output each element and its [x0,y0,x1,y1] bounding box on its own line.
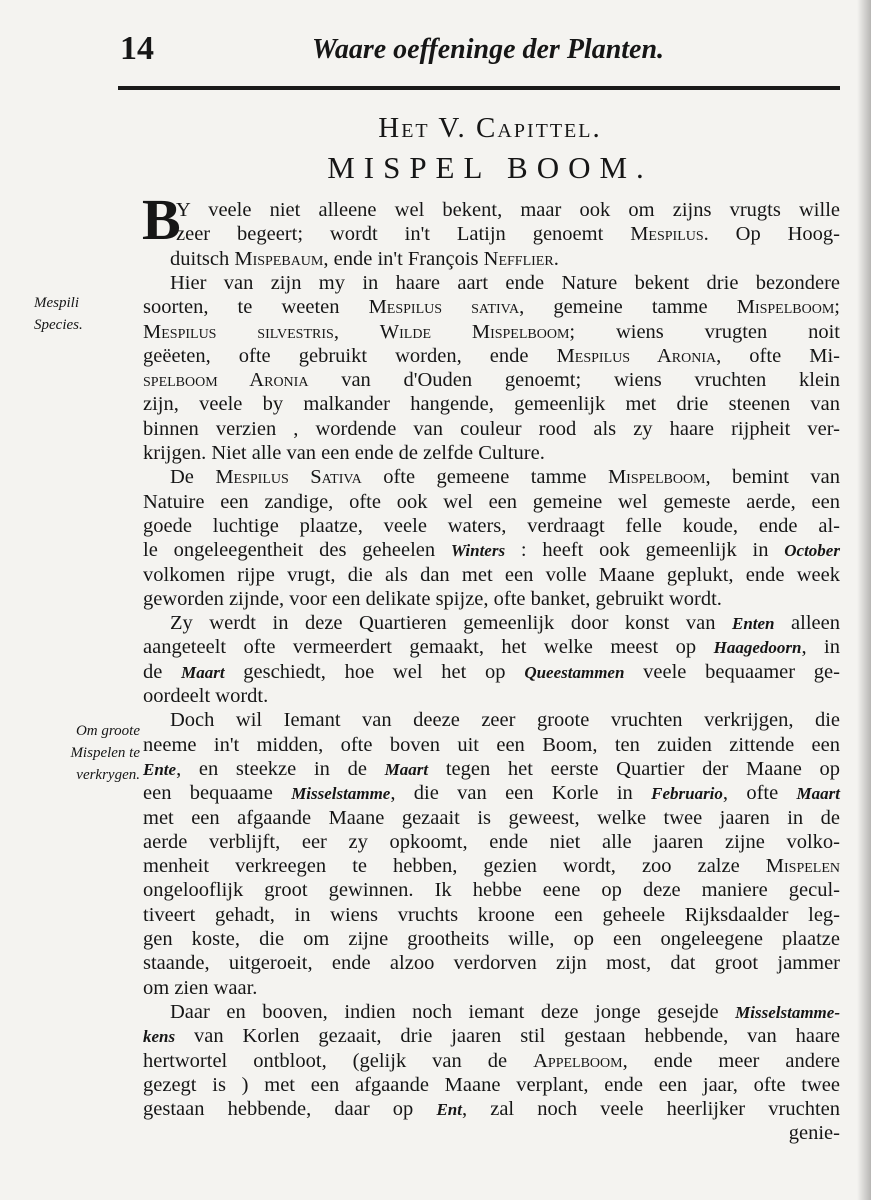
text-line [170,465,840,489]
text-run: Hier van zijn my in haare aart ende Nature bekent drie bezondere [170,271,840,294]
text-run: , ofte Mi- [716,344,840,367]
text-line [143,563,840,587]
text-run: ; [834,296,840,319]
text-line [143,320,840,344]
small-caps-term: spelboom Aronia [143,369,309,392]
text-run: gen koste, die om zijne grootheits wille, op een ongeleegene plaatze [143,928,840,950]
text-run: . [553,247,559,270]
text-line [170,271,840,295]
text-run: volkomen rijpe vrugt, die als dan met een volle Maane geplukt, ende week [143,563,840,586]
text-run: van d'Ouden genoemt; wiens vruchten klein [308,369,840,392]
text-line [170,708,840,732]
text-line [143,368,840,392]
margin-note: Mespili Species. [34,295,83,333]
text-line [170,1000,840,1024]
text-line [143,490,840,514]
text-run: krijgen. Niet alle van een ende de zelfde Culture. [143,442,545,464]
text-line [143,587,840,611]
italic-term: Maart [181,662,225,682]
text-run: staande, uitgeroeit, ende alzoo verdorven zijn most, dat groot jammer [143,952,840,975]
text-line [143,781,840,805]
text-line [143,830,840,854]
italic-term: October [784,541,840,561]
text-line [143,878,840,902]
italic-term: Ente [143,759,177,779]
text-line [143,392,840,416]
italic-term: Maart [384,759,429,779]
text-run: om zien waar. [143,976,258,999]
text-run: geëeten, ofte gebruikt worden, ende [143,344,557,367]
text-line [143,733,840,757]
chapter-label: Het V. Capittel. [378,112,602,144]
text-run: hertwortel ontbloot, (gelijk van de [143,1049,534,1072]
text-run: , ende meer andere [622,1049,840,1072]
text-run: duitsch [170,247,235,270]
text-run: Daar en booven, indien noch iemant deze jonge gesejde [170,1000,736,1023]
text-run: ; wiens vrugten noit [569,320,840,343]
italic-term: Enten [732,614,775,634]
text-run: menheit verkreegen te hebben, gezien wordt, zoo zalze [143,855,766,878]
italic-term: Ent [436,1100,462,1120]
text-run: veele bequaamer ge- [624,660,840,683]
text-line [143,684,840,708]
text-line [143,417,840,441]
text-line [143,441,840,465]
text-run: zijn, veele by malkander hangende, gemeenlijk met drie steenen van [143,393,840,416]
italic-term: Misselstamme [291,784,391,804]
text-run: , bemint van [705,466,840,489]
text-run: . Op Hoog- [703,223,840,246]
text-line [143,903,840,927]
text-run: een bequaame [143,782,292,805]
text-line [170,247,840,271]
text-run: goede luchtige plaatze, veele waters, verdraagt felle koude, ende al- [143,514,840,537]
text-run: gestaan hebbende, daar op [143,1098,437,1121]
text-run: met een afgaande Maane gezaait is geweest, welke twee jaaren in de [143,806,840,829]
text-line [143,854,840,878]
text-line [143,514,840,538]
text-line [143,1024,840,1048]
text-run: geworden zijnde, voor een delikate spijze, ofte banket, gebruikt wordt. [143,587,722,610]
text-line [176,222,840,246]
small-caps-term: Nefflier [483,247,554,270]
margin-note: Om groote Mispelen te verkrygen. [70,723,140,783]
italic-term: Misselstamme- [735,1002,840,1022]
text-run: , ofte [722,782,797,805]
drop-cap: B [142,187,181,252]
text-line [143,976,840,1000]
text-line [143,927,840,951]
italic-term: Queestammen [524,662,625,682]
text-run: alleen [774,612,840,635]
text-run: geschiedt, hoe wel het op [224,660,525,683]
text-run: De [170,466,216,489]
text-run: Natuire een zandige, ofte ook wel een gemeine wel gemeste aerde, een [143,490,840,513]
text-run: ofte gemeene tamme [361,466,608,489]
italic-term: kens [143,1027,176,1047]
small-caps-term: Appelboom [533,1049,623,1072]
running-title: Waare oeffeninge der Planten. [312,34,665,65]
text-run: , zal noch veele heerlijker vruchten [461,1098,840,1121]
italic-term: Haagedoorn [713,638,802,658]
text-run: le ongeleegentheit des geheelen [143,539,451,562]
small-caps-term: Mispelboom [607,466,706,489]
text-line [143,635,840,659]
small-caps-term: Mispelen [765,855,840,878]
text-run: soorten, te weeten [143,296,369,319]
small-caps-term: Mispelboom [736,296,835,319]
italic-term: Maart [796,784,841,804]
text-run: Y veele niet alleene wel bekent, maar ook om zijns vrugts wille [176,199,840,221]
text-run: , [333,320,380,343]
text-run: tegen het eerste Quartier der Maane op [428,757,841,780]
text-line [143,1049,840,1073]
text-run: ongelooflijk groot gewinnen. Ik hebbe eene op deze maniere gecul- [143,879,840,902]
text-line [143,295,840,319]
text-line [143,538,840,562]
text-line [143,757,840,781]
text-run: tiveert gehadt, in wiens vruchts kroone een geheele Rijksdaalder leg- [143,903,840,926]
text-run: , in [801,636,840,659]
small-caps-term: Mespilus Sativa [215,466,362,489]
text-run: binnen verzien , wordende van couleur rood als zy haare rijpheit ver- [143,417,840,440]
italic-term: Winters [450,541,506,561]
text-line [143,1097,840,1121]
text-run: , en steekze in de [176,757,385,780]
small-caps-term: Mespilus silvestris [143,320,334,343]
text-run: neeme in't midden, ofte boven uit een Boom, ten zuiden zittende een [143,733,840,756]
page-edge-shadow [857,0,871,1200]
text-run: de [143,660,182,683]
text-line [143,344,840,368]
text-run: aangeteelt ofte vermeerdert gemaakt, het welke meest op [143,636,714,659]
small-caps-term: Mespilus Aronia [556,344,717,367]
small-caps-term: Mispebaum [234,247,324,270]
text-run: Zy werdt in deze Quartieren gemeenlijk door konst van [170,612,732,635]
page-number: 14 [120,30,154,67]
header-rule [118,86,840,90]
text-run: , ende in't François [323,247,484,270]
text-line [143,806,840,830]
small-caps-term: Mespilus [630,223,704,246]
text-run: oordeelt wordt. [143,685,269,707]
text-run: gezegt is ) met een afgaande Maane verplant, ende een jaar, ofte twee [143,1073,840,1096]
text-line [143,1073,840,1097]
text-run: zeer begeert; wordt in't Latijn genoemt [176,223,631,246]
text-run: , gemeine tamme [519,296,737,319]
text-run: Doch wil Iemant van deeze zeer groote vruchten verkrijgen, die [170,709,840,732]
text-line [170,611,840,635]
text-run: aerde verblijft, eer zy opkoomt, ende niet alle jaaren zijne volko- [143,830,840,853]
text-run: : heeft ook gemeenlijk in [505,539,785,562]
text-line [176,198,840,222]
italic-term: Februario [651,784,723,804]
small-caps-term: Mespilus sativa [368,296,520,319]
small-caps-term: Wilde Mispelboom [379,320,570,343]
text-line [143,951,840,975]
text-line [143,660,840,684]
catchword: genie- [788,1122,840,1144]
chapter-title: MISPEL BOOM. [327,150,653,185]
text-run: van Korlen gezaait, drie jaaren stil gestaan hebbende, van haare [175,1025,840,1048]
text-run: , die van een Korle in [390,782,652,805]
